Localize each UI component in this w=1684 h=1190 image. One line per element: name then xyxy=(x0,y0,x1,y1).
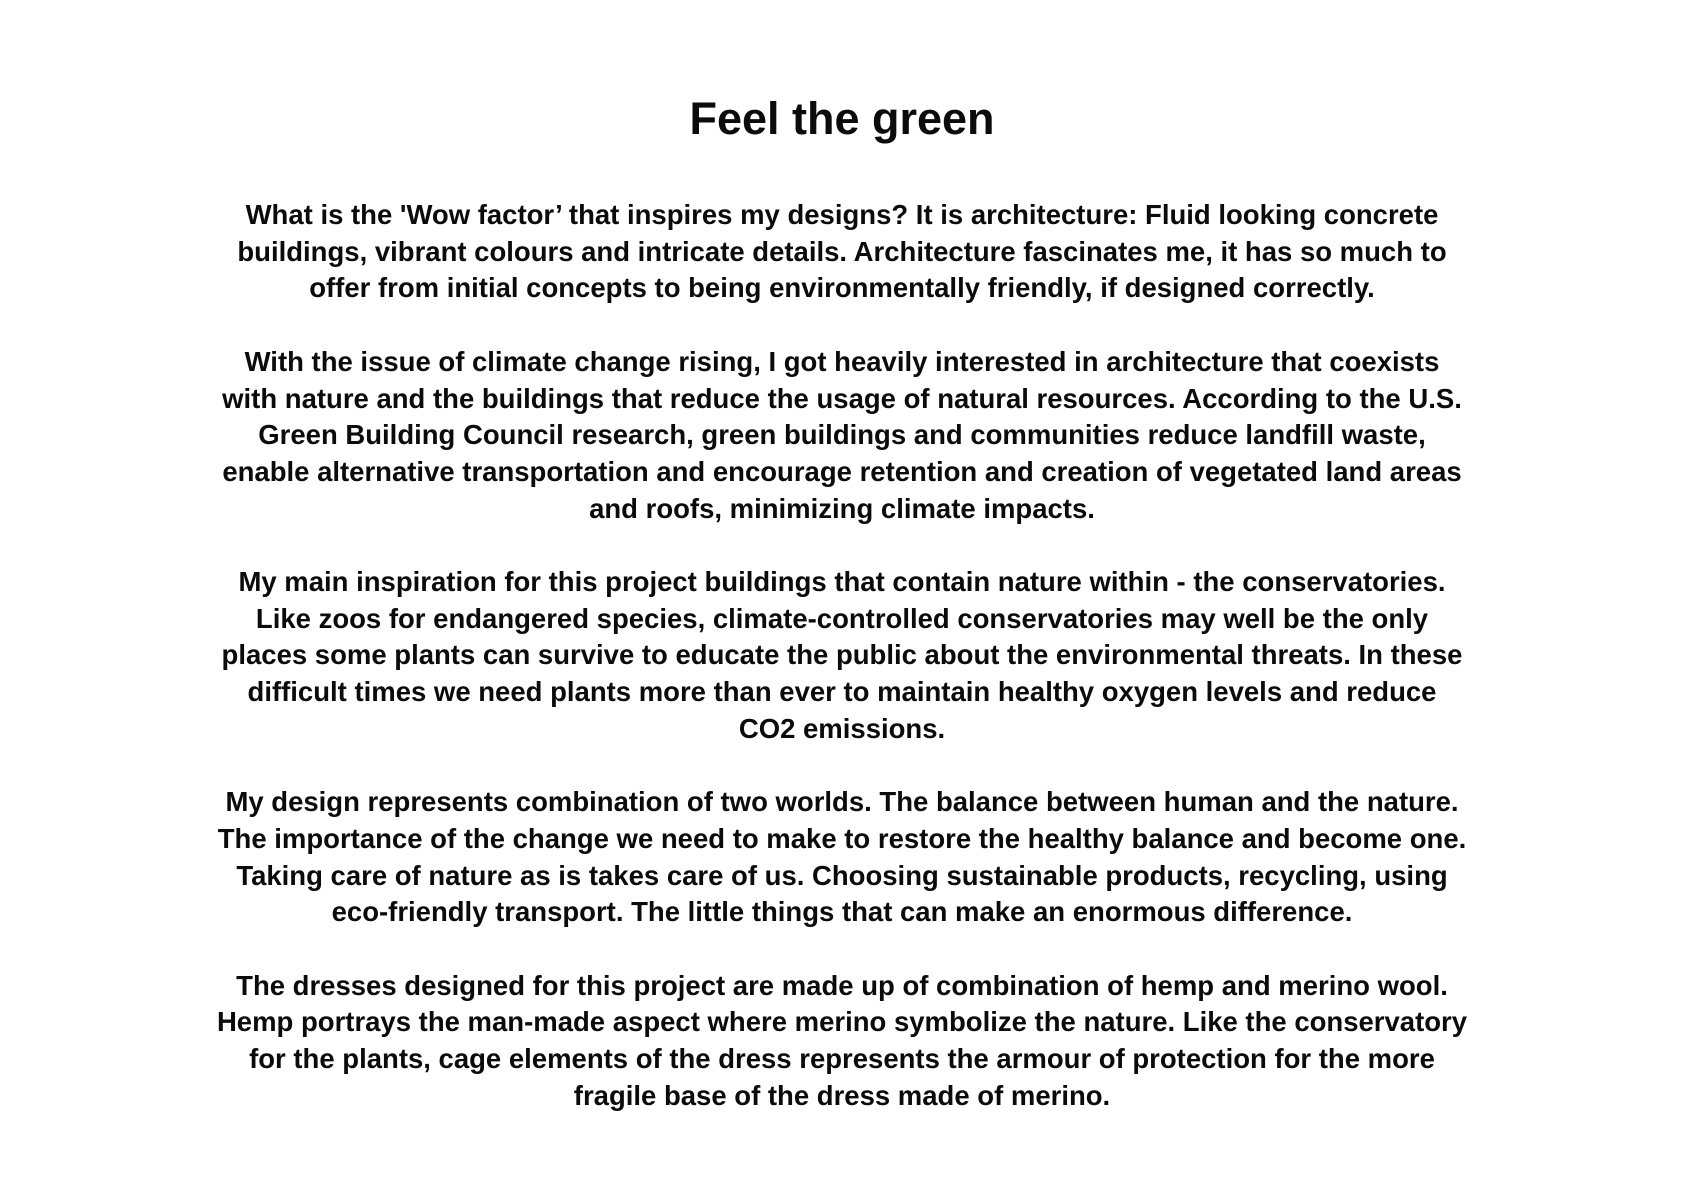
paragraph-inspiration xyxy=(142,564,1542,748)
paragraph-line: eco-friendly transport. The little things that can make an enormous difference. xyxy=(331,896,1353,928)
body-text xyxy=(142,197,1542,1151)
paragraph-line: The dresses designed for this project are made up of combination of hemp and merino wool. xyxy=(236,969,1448,1001)
paragraph-line: offer from initial concepts to being environmentally friendly, if designed correctly. xyxy=(309,272,1375,304)
paragraph-dresses xyxy=(142,968,1542,1115)
paragraph-line: What is the 'Wow factor’ that inspires my designs? It is architecture: Fluid looking concrete xyxy=(245,199,1439,230)
paragraph-line: places some plants can survive to educate the public about the environmental threats. In these xyxy=(221,639,1463,671)
paragraph-line: buildings, vibrant colours and intricate details. Architecture fascinates me, it has so much to xyxy=(237,235,1447,267)
paragraph-line: With the issue of climate change rising, I got heavily interested in architecture that coexists xyxy=(244,345,1440,377)
paragraph-line: fragile base of the dress made of merino. xyxy=(573,1079,1111,1111)
paragraph-line: The importance of the change we need to make to restore the healthy balance and become one. xyxy=(217,822,1467,854)
paragraph-line: Taking care of nature as is takes care of us. Choosing sustainable products, recycling, using xyxy=(236,859,1448,891)
paragraph-line: Like zoos for endangered species, climate-controlled conservatories may well be the only xyxy=(255,602,1429,634)
paragraph-line: and roofs, minimizing climate impacts. xyxy=(589,492,1095,524)
paragraph-line: My main inspiration for this project buildings that contain nature within - the conservatories. xyxy=(238,566,1446,597)
paragraph-line: Green Building Council research, green buildings and communities reduce landfill waste, xyxy=(258,419,1426,451)
paragraph-line: for the plants, cage elements of the dress represents the armour of protection for the more xyxy=(249,1043,1435,1075)
paragraph-line: My design represents combination of two worlds. The balance between human and the nature. xyxy=(225,786,1459,818)
paragraph-line: with nature and the buildings that reduce the usage of natural resources. According to the U.S. xyxy=(222,382,1462,414)
paragraph-wow-factor xyxy=(142,197,1542,307)
paragraph-line: enable alternative transportation and encourage retention and creation of vegetated land areas xyxy=(222,455,1462,487)
paragraph-line: difficult times we need plants more than ever to maintain healthy oxygen levels and reduce xyxy=(247,676,1437,708)
paragraph-line: Hemp portrays the man-made aspect where merino symbolize the nature. Like the conservatory xyxy=(216,1006,1468,1038)
page-title: Feel the green xyxy=(689,93,995,144)
paragraph-climate-change xyxy=(142,344,1542,528)
paragraph-design xyxy=(142,784,1542,931)
paragraph-line: CO2 emissions. xyxy=(738,712,946,744)
